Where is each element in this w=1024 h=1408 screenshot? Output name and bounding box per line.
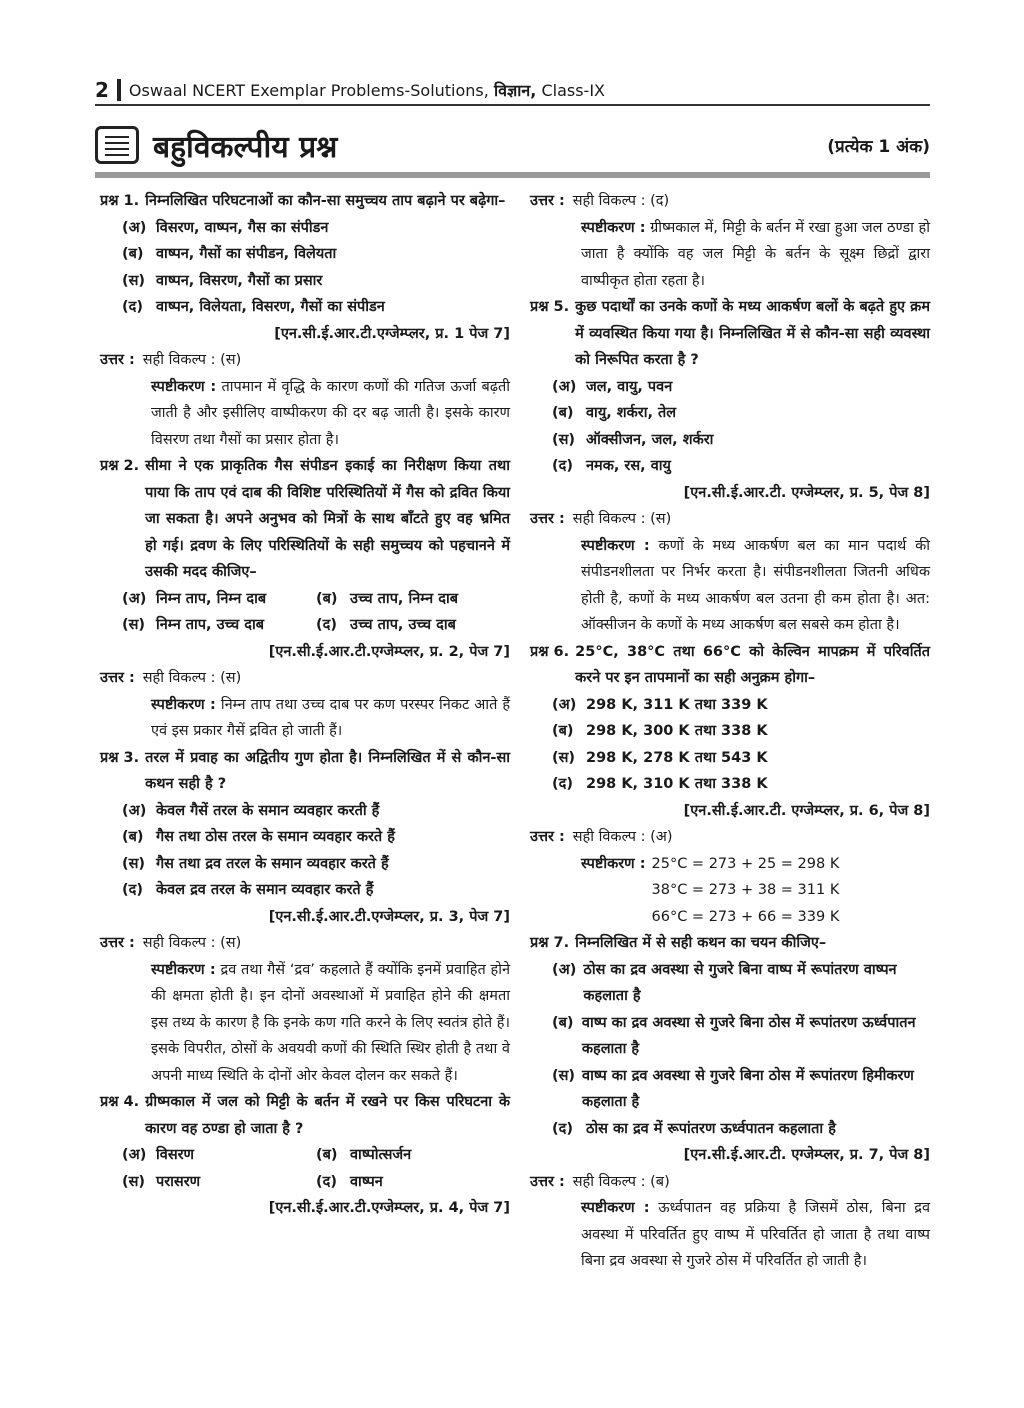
explanation: स्पष्टीकरण : कणों के मध्य आकर्षण बल का मान पदार्थ की संपीडनशीलता पर निर्भर करता है। संपीडनशीलता जितनी अधिक होती है, कणों के मध्य आकर्षण बल उतना ही कम होता है। अत: ऑक्सीजन के कणों के मध्य आकर्षण बल सबसे कम होता है। — [581, 537, 931, 633]
option: (अ) 298 K, 311 K तथा 339 K — [552, 696, 768, 713]
answer: उत्तर : सही विकल्प : (अ) — [530, 829, 673, 845]
left-column — [100, 188, 510, 1222]
option-grid — [100, 586, 510, 639]
page-header — [95, 76, 930, 106]
option: (स) गैस तथा द्रव तरल के समान व्यवहार करते हैं — [122, 855, 389, 872]
explanation: स्पष्टीकरण : ऊर्ध्वपातन वह प्रक्रिया है जिसमें ठोस, बिना द्रव अवस्था में परिवर्तित हुए वाष्प में परिवर्तित हो जाता है तथा वाष्प बिना द्रव अवस्था से गुजरे ठोस में परिवर्तित हो जाती है। — [581, 1200, 931, 1269]
question: प्रश्न 4. ग्रीष्मकाल में जल को मिट्टी के बर्तन में रखने पर किस परिघटना के कारण वह ठण्डा हो जाता है ? — [100, 1094, 510, 1137]
option: (स) 298 K, 278 K तथा 543 K — [552, 749, 768, 766]
option: (स) वाष्पन, विसरण, गैसों का प्रसार — [122, 272, 323, 289]
right-column — [530, 188, 930, 1275]
calc-line: 25°C = 273 + 25 = 298 K — [651, 855, 840, 872]
page-number: 2 — [95, 78, 109, 102]
question: प्रश्न 5. कुछ पदार्थों का उनके कणों के मध्य आकर्षण बलों के बढ़ते हुए क्रम में व्यवस्थित किया गया है। निम्नलिखित में से कौन-सा सही व्यवस्था को निरूपित करता है ? — [530, 299, 930, 368]
option: (स) ऑक्सीजन, जल, शर्करा — [552, 431, 714, 448]
option: (द) वाष्पन, विलेयता, विसरण, गैसों का संपीडन — [122, 299, 385, 315]
option: (स) परासरण — [122, 1173, 201, 1190]
option: (ब) वायु, शर्करा, तेल — [552, 405, 677, 421]
calc-line: 38°C = 273 + 38 = 311 K — [651, 882, 840, 898]
answer: उत्तर : सही विकल्प : (स) — [530, 511, 672, 527]
option: (अ) विसरण — [122, 1147, 195, 1163]
answer: उत्तर : सही विकल्प : (स) — [100, 670, 242, 686]
header-separator — [117, 79, 121, 101]
option: (द) केवल द्रव तरल के समान व्यवहार करते हैं — [122, 882, 374, 898]
class-label: Class-IX — [541, 80, 605, 100]
explanation: स्पष्टीकरण : निम्न ताप तथा उच्च दाब पर कण परस्पर निकट आते हैं एवं इस प्रकार गैसें द्रवित हो जाती हैं। — [151, 696, 511, 739]
option: (स) वाष्प का द्रव अवस्था से गुजरे बिना ठोस में रूपांतरण हिमीकरण कहलाता है — [552, 1067, 914, 1110]
reference: [एन.सी.ई.आर.टी. एग्जेम्प्लर, प्र. 5, पेज 8] — [683, 484, 930, 501]
option-grid — [100, 1142, 510, 1195]
question: प्रश्न 3. तरल में प्रवाह का अद्वितीय गुण होता है। निम्नलिखित में से कौन-सा कथन सही है ? — [100, 749, 510, 792]
list-document-icon — [95, 126, 139, 164]
option: (अ) ठोस का द्रव अवस्था से गुजरे बिना वाष्प में रूपांतरण वाष्पन कहलाता है — [552, 961, 897, 1004]
option: (द) 298 K, 310 K तथा 338 K — [552, 776, 768, 792]
answer: उत्तर : सही विकल्प : (ब) — [530, 1173, 670, 1190]
subject: विज्ञान, — [493, 81, 537, 100]
explanation: स्पष्टीकरण : ग्रीष्मकाल में, मिट्टी के बर्तन में रखा हुआ जल ठण्डा हो जाता है क्योंकि वह जल मिट्टी के बर्तन के सूक्ष्म छिद्रों द्वारा वाष्पीकृत होता रहता है। — [581, 219, 930, 289]
option: (अ) केवल गैसें तरल के समान व्यवहार करती हैं — [122, 802, 380, 819]
option: (अ) निम्न ताप, निम्न दाब — [122, 590, 267, 607]
option: (द) वाष्पन — [316, 1173, 383, 1190]
reference: [एन.सी.ई.आर.टी.एग्जेम्प्लर, प्र. 4, पेज 7] — [268, 1200, 510, 1216]
option: (ब) वाष्पन, गैसों का संपीडन, विलेयता — [122, 246, 337, 262]
explanation: स्पष्टीकरण : द्रव तथा गैसें ‘द्रव’ कहलाते हैं क्योंकि इनमें प्रवाहित होने की क्षमता होती है। इन दोनों अवस्थाओं में प्रवाहित होने की क्षमता इस तथ्य के कारण है कि इनके कण गति करने के लिए स्वतंत्र होते हैं। इसके विपरीत, ठोसों के अवयवी कणों की स्थिति स्थिर होती है तथा वे अपनी माध्य स्थिति के दोनों ओर केवल दोलन कर सकते हैं। — [151, 961, 511, 1084]
option: (अ) विसरण, वाष्पन, गैस का संपीडन — [122, 219, 329, 236]
option: (स) निम्न ताप, उच्च दाब — [122, 617, 264, 633]
explanation: स्पष्टीकरण : तापमान में वृद्धि के कारण कणों की गतिज ऊर्जा बढ़ती जाती है और इसीलिए वाष्पीकरण की दर बढ़ जाती है। इसके कारण विसरण तथा गैसों का प्रसार होता है। — [151, 378, 511, 448]
option: (ब) गैस तथा ठोस तरल के समान व्यवहार करते हैं — [122, 829, 395, 845]
answer: उत्तर : सही विकल्प : (स) — [100, 935, 242, 951]
option: (ब) वाष्प का द्रव अवस्था से गुजरे बिना ठोस में रूपांतरण ऊर्ध्वपातन कहलाता है — [552, 1014, 916, 1057]
option: (द) नमक, रस, वायु — [552, 458, 671, 474]
question: प्रश्न 7. निम्नलिखित में से सही कथन का चयन कीजिए– — [530, 935, 827, 951]
section-heading — [95, 122, 930, 168]
answer: उत्तर : सही विकल्प : (स) — [100, 352, 242, 368]
option: (द) उच्च ताप, उच्च दाब — [316, 617, 456, 633]
option: (द) ठोस का द्रव में रूपांतरण ऊर्ध्वपातन कहलाता है — [552, 1120, 836, 1137]
section-title: बहुविकल्पीय प्रश्न — [153, 129, 338, 165]
section-divider — [95, 172, 930, 178]
answer: उत्तर : सही विकल्प : (द) — [530, 193, 670, 209]
question: प्रश्न 6. 25°C, 38°C तथा 66°C को केल्विन मापक्रम में परिवर्तित करने पर इन तापमानों का सही अनुक्रम होगा– — [530, 643, 930, 686]
question: प्रश्न 1. निम्नलिखित परिघटनाओं का कौन-सा समुच्चय ताप बढ़ाने पर बढ़ेगा– — [100, 193, 506, 209]
explanation-calculation: स्पष्टीकरण : 25°C = 273 + 25 = 298 K 38°C = 273 + 38 = 311 K 66°C = 273 + 66 = 339 K — [530, 851, 930, 931]
reference: [एन.सी.ई.आर.टी.एग्जेम्प्लर, प्र. 3, पेज 7] — [268, 908, 510, 925]
reference: [एन.सी.ई.आर.टी. एग्जेम्प्लर, प्र. 7, पेज 8] — [683, 1147, 930, 1163]
option: (अ) जल, वायु, पवन — [552, 378, 673, 395]
option: (ब) उच्च ताप, निम्न दाब — [316, 590, 458, 607]
calc-line: 66°C = 273 + 66 = 339 K — [651, 908, 840, 925]
question: प्रश्न 2. सीमा ने एक प्राकृतिक गैस संपीडन इकाई का निरीक्षण किया तथा पाया कि ताप एवं दाब की विशिष्ट परिस्थितियों में गैस को द्रवित किया जा सकता है। अपने अनुभव को मित्रों के साथ बाँटते हुए वह भ्रमित हो गई। द्रवण के लिए परिस्थितियों के सही समुच्चय को पहचानने में उसकी मदद कीजिए– — [100, 458, 510, 580]
reference: [एन.सी.ई.आर.टी. एग्जेम्प्लर, प्र. 6, पेज 8] — [683, 802, 930, 819]
reference: [एन.सी.ई.आर.टी.एग्जेम्प्लर, प्र. 2, पेज 7] — [268, 643, 510, 660]
reference: [एन.सी.ई.आर.टी.एग्जेम्प्लर, प्र. 1 पेज 7] — [274, 325, 510, 342]
option: (ब) वाष्पोत्सर्जन — [316, 1147, 412, 1163]
section-marks: (प्रत्येक 1 अंक) — [827, 136, 930, 157]
option: (ब) 298 K, 300 K तथा 338 K — [552, 723, 768, 739]
book-title: Oswaal NCERT Exemplar Problems-Solutions, — [128, 80, 489, 100]
